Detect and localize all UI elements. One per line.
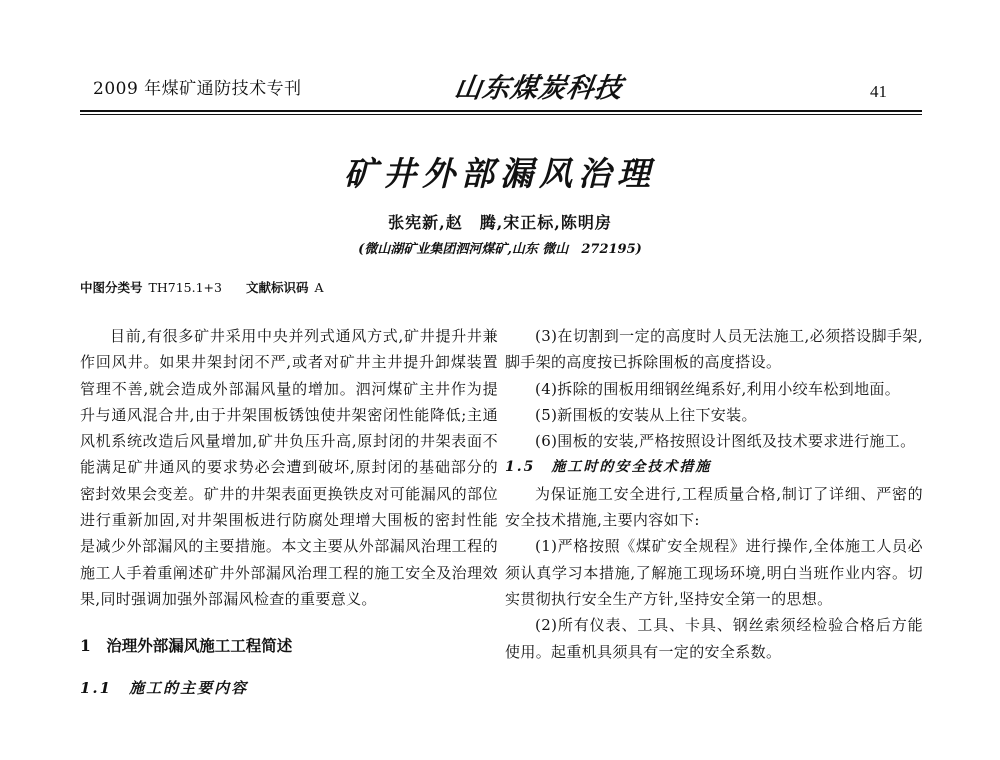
step-6-paragraph: (6)围板的安装,严格按照设计图纸及技术要求进行施工。 xyxy=(535,432,916,451)
journal-issue-label: 2009 年煤矿通防技术专刊 xyxy=(93,79,302,99)
step-4-paragraph: (4)拆除的围板用细钢丝绳系好,利用小绞车松到地面。 xyxy=(535,379,901,398)
classification-value: TH715.1+3 xyxy=(148,280,222,295)
doc-code-label: 文献标识码 xyxy=(245,280,309,295)
safety-intro-paragraph: 为保证施工安全进行,工程质量合格,制订了详细、严密的安全技术措施,主要内容如下: xyxy=(505,484,923,530)
safety-item-2: (2)所有仪表、工具、卡具、钢丝索须经检验合格后方能使用。起重机具须具有一定的安全系数。 xyxy=(505,616,923,661)
affiliation: (微山湖矿业集团泗河煤矿,山东 微山 272195) xyxy=(358,242,642,257)
header-rule xyxy=(80,110,922,115)
classification-line xyxy=(80,278,324,296)
safety-item-1: (1)严格按照《煤矿安全规程》进行操作,全体施工人员必须认真学习本措施,了解施工现场环境,明白当班作业内容。切实贯彻执行安全生产方针,坚持安全第一的思想。 xyxy=(505,537,923,608)
article-title: 矿井外部漏风治理 xyxy=(344,154,656,193)
step-5-paragraph: (5)新围板的安装从上往下安装。 xyxy=(535,405,757,424)
classification-label: 中图分类号 xyxy=(80,280,143,295)
journal-logo: 山东煤炭科技 xyxy=(452,73,625,104)
authors: 张宪新,赵 腾,宋正标,陈明房 xyxy=(388,213,612,232)
left-column xyxy=(80,323,498,701)
page-number: 41 xyxy=(870,82,887,101)
step-3-paragraph: (3)在切割到一定的高度时人员无法施工,必须搭设脚手架,脚手架的高度按已拆除围板的高度搭设。 xyxy=(505,327,923,372)
section-1-5-heading: 1.5 施工时的安全技术措施 xyxy=(505,459,712,476)
right-column xyxy=(505,323,923,665)
intro-paragraph: 目前,有很多矿井采用中央并列式通风方式,矿井提升井兼作回风井。如果井架封闭不严,或者对矿井主井提升卸煤装置管理不善,就会造成外部漏风量的增加。泗河煤矿主井作为提升与通风混合井,由于井架围板锈蚀使井架密闭性能降低;主通风机系统改造后风量增加,矿井负压升高,原封闭的井架表面不能满足矿井通风的要求势必会遭到破坏,原封闭的基础部分的密封效果会变差。矿井的井架表面更换铁皮对可能漏风的部位进行重新加固,对井架围板进行防腐处理增大围板的密封性能是减少外部漏风的主要措施。本文主要从外部漏风治理工程的施工人手着重阐述矿井外部漏风治理工程的施工安全及治理效果,同时强调加强外部漏风检查的重要意义。 xyxy=(80,327,498,608)
doc-code-value: A xyxy=(314,280,324,295)
section-1-heading: 1 治理外部漏风施工工程简述 xyxy=(80,636,293,656)
section-1-1-heading: 1.1 施工的主要内容 xyxy=(80,679,249,698)
